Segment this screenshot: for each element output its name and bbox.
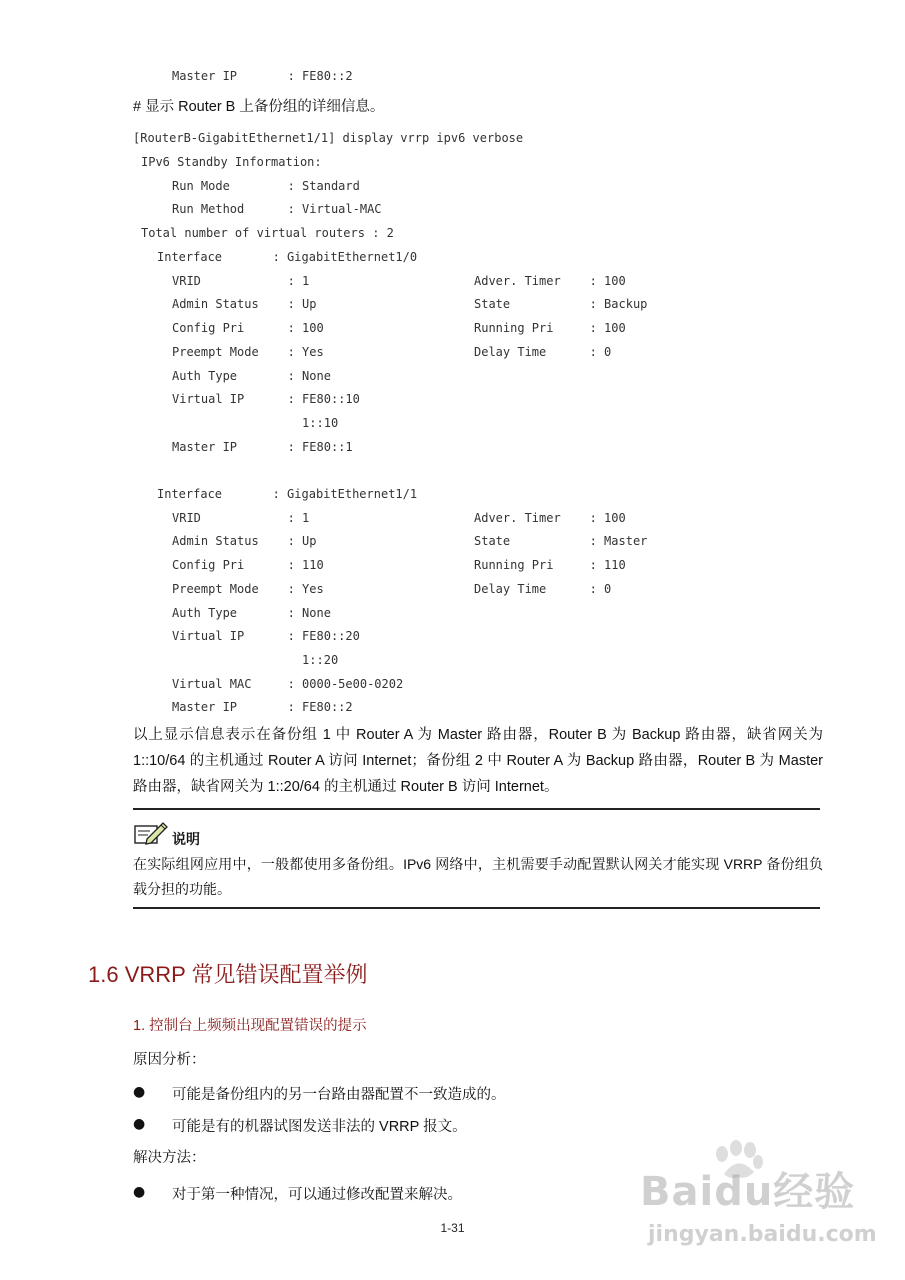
code-line-standby-info: IPv6 Standby Information: — [141, 155, 322, 169]
cause-item: 可能是有的机器试图发送非法的 VRRP 报文。 — [172, 1119, 467, 1135]
bullet-dot: ● — [133, 1184, 146, 1200]
section-subtitle: 1. 控制台上频频出现配置错误的提示 — [133, 1018, 367, 1034]
cause-item: 可能是备份组内的另一台路由器配置不一致造成的。 — [172, 1087, 506, 1103]
heading-display-router-b: # 显示 Router B 上备份组的详细信息。 — [133, 99, 385, 115]
solution-item: 对于第一种情况，可以通过修改配置来解决。 — [172, 1187, 462, 1203]
code-cell: Adver. Timer : 100 — [474, 274, 626, 288]
code-cell: Running Pri : 110 — [474, 558, 626, 572]
cause-label: 原因分析： — [133, 1052, 206, 1068]
code-cell: VRID : 1 — [172, 511, 310, 525]
note-text: 在实际组网应用中，一般都使用多备份组。IPv6 网络中，主机需要手动配置默认网关才能实现 VRRP 备份组负载分担的功能。 — [133, 856, 823, 897]
code-cell: Virtual MAC : 0000-5e00-0202 — [172, 677, 404, 691]
solution-label: 解决方法： — [133, 1150, 206, 1166]
code-cell: Adver. Timer : 100 — [474, 511, 626, 525]
code-cell: Virtual IP : FE80::10 — [172, 392, 360, 406]
note-label: 说明 — [172, 831, 200, 847]
code-cell: Admin Status : Up — [172, 297, 317, 311]
note-top-rule — [133, 808, 820, 810]
note-pencil-icon — [133, 820, 169, 846]
page-number: 1-31 — [440, 1221, 465, 1235]
code-cell: 1::10 — [172, 416, 339, 430]
code-cell: Master IP : FE80::1 — [172, 440, 353, 454]
note-bottom-rule — [133, 907, 820, 909]
code-cell: Auth Type : None — [172, 369, 331, 383]
code-cell: Config Pri : 110 — [172, 558, 324, 572]
code-cell: Running Pri : 100 — [474, 321, 626, 335]
code-cell: Admin Status : Up — [172, 534, 317, 548]
code-line-run-method: Run Method : Virtual-MAC — [172, 202, 382, 216]
bullet-dot: ● — [133, 1084, 146, 1100]
code-cell: Preempt Mode : Yes — [172, 582, 324, 596]
code-line-master-ip-top: Master IP : FE80::2 — [172, 69, 353, 83]
code-cell: Delay Time : 0 — [474, 582, 612, 596]
baidu-watermark — [640, 1140, 877, 1270]
code-cell: VRID : 1 — [172, 274, 310, 288]
code-line-run-mode: Run Mode : Standard — [172, 179, 360, 193]
code-cell: Preempt Mode : Yes — [172, 345, 324, 359]
code-line-interface: Interface : GigabitEthernet1/1 — [157, 487, 418, 501]
code-cell: Auth Type : None — [172, 606, 331, 620]
code-line-prompt: [RouterB-GigabitEthernet1/1] display vrrp ipv6 verbose — [133, 131, 524, 145]
code-line-total: Total number of virtual routers : 2 — [141, 226, 394, 240]
bullet-dot: ● — [133, 1116, 146, 1132]
code-cell: Master IP : FE80::2 — [172, 700, 353, 714]
code-cell: State : Master — [474, 534, 648, 548]
watermark-url: jingyan.baidu.com — [648, 1222, 877, 1247]
code-cell: 1::20 — [172, 653, 339, 667]
code-line-interface: Interface : GigabitEthernet1/0 — [157, 250, 418, 264]
code-cell: State : Backup — [474, 297, 648, 311]
watermark-brand: Baidu经验 — [640, 1169, 856, 1215]
code-cell: Virtual IP : FE80::20 — [172, 629, 360, 643]
code-cell: Config Pri : 100 — [172, 321, 324, 335]
section-title: 1.6 VRRP 常见错误配置举例 — [88, 962, 368, 987]
code-cell: Delay Time : 0 — [474, 345, 612, 359]
explanation-paragraph: 以上显示信息表示在备份组 1 中 Router A 为 Master 路由器，Router B 为 Backup 路由器，缺省网关为 1::10/64 的主机通过 Router A 访问 Internet；备份组 2 中 Router A 为 Backup 路由器，Router B 为 Master 路由器，缺省网关为 1::20/64 的主机通过 Router B 访问 Internet。 — [133, 727, 823, 795]
